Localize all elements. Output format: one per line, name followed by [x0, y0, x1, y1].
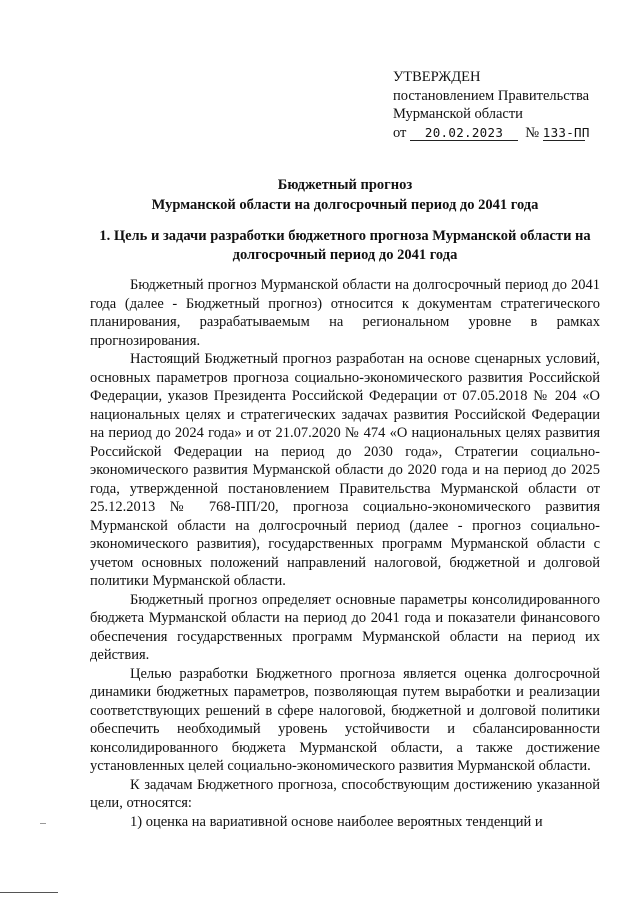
- number-label: №: [525, 124, 540, 141]
- approved-label: УТВЕРЖДЕН: [393, 69, 481, 85]
- paragraph: Настоящий Бюджетный прогноз разработан на основе сценарных условий, основных параметров прогноза социально-экономического развития Российской Федерации, указов Президента Российской Федерации от 07.05.2018 № 204 «О национальных целях и стратегических задачах развития Российской Федерации на период до 2024 года» и от 21.07.2020 № 474 «О национальных целях развития Российской Федерации на период до 2030 года», Стратегии социально-экономического развития Мурманской области до 2020 года и на период до 2025 года, утвержденной постановлением Правительства Мурманской области от 25.12.2013 № 768-ПП/20, прогноза социально-экономического развития Мурманской области на долгосрочный период (далее - прогноз социально-экономического развития), государственных программ Мурманской области с учетом основных положений направлений налоговой, бюджетной и долговой политики Мурманской области.: [90, 351, 600, 589]
- margin-mark: [40, 823, 46, 824]
- paragraph: Бюджетный прогноз Мурманской области на долгосрочный период до 2041 года (далее - Бюджетный прогноз) относится к документам стратегического планирования, разрабатываемым на региональном уровне в рамках прогнозирования.: [90, 277, 600, 349]
- section-heading: 1. Цель и задачи разработки бюджетного прогноза Мурманской области на долгосрочный период до 2041 года: [99, 228, 591, 263]
- scan-edge-line: [0, 892, 58, 893]
- paragraph: Целью разработки Бюджетного прогноза является оценка долгосрочной динамики бюджетных параметров, позволяющая путем выработки и реализации соответствующих решений в сфере налоговой, бюджетной и долговой политики обеспечить необходимый уровень устойчивости и сбалансированности консолидированного бюджета Мурманской области, а также достижение установленных целей социально-экономического развития Мурманской области.: [90, 665, 600, 774]
- paragraph: К задачам Бюджетного прогноза, способствующим достижению указанной цели, относятся:: [90, 776, 600, 811]
- paragraph: 1) оценка на вариативной основе наиболее вероятных тенденций и: [130, 813, 543, 830]
- document-title: [90, 175, 600, 215]
- title-line-2: Мурманской области на долгосрочный период до 2041 года: [151, 197, 539, 213]
- approval-date-row: [393, 124, 633, 143]
- title-line-1: Бюджетный прогноз: [277, 177, 413, 193]
- approval-decree-line: постановлением Правительства: [393, 87, 590, 104]
- document-body: [90, 276, 600, 831]
- approval-number: 133-ПП: [542, 124, 590, 140]
- paragraph: Бюджетный прогноз определяет основные параметры консолидированного бюджета Мурманской области на период до 2041 года и показатели финансового обеспечения государственных программ Мурманской области на период их действия.: [90, 591, 600, 663]
- approval-stamp: [393, 68, 633, 142]
- from-label: от: [393, 124, 407, 141]
- approval-region-line: Мурманской области: [393, 106, 523, 122]
- approval-date: 20.02.2023: [410, 126, 518, 141]
